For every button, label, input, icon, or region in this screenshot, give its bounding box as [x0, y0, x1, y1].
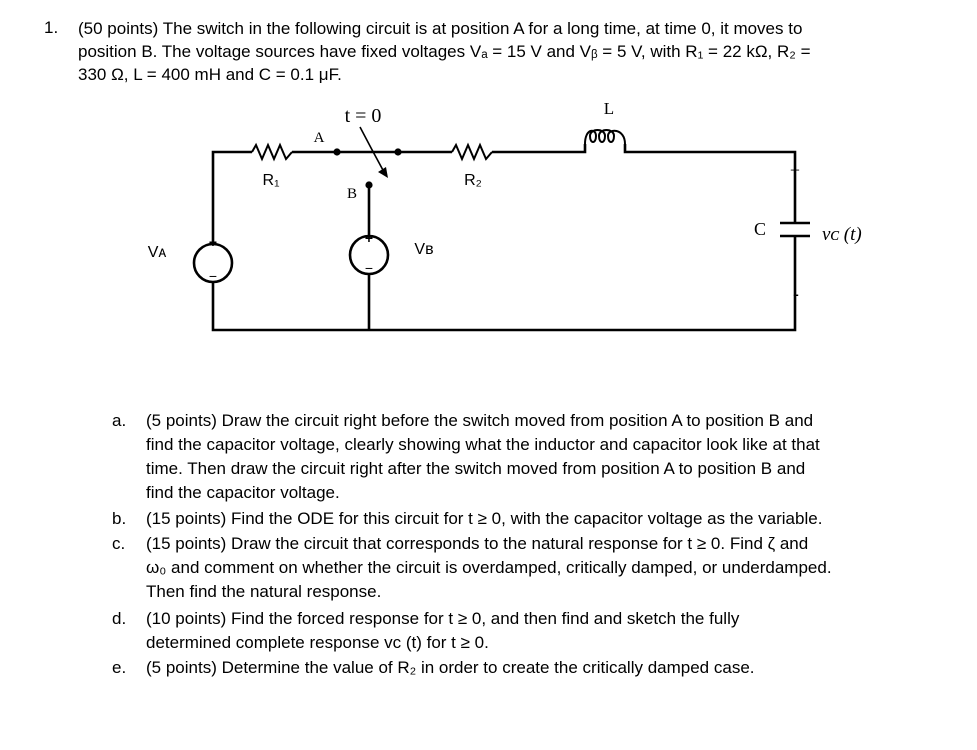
cap-voltage-label: vᴄ (t) [822, 224, 862, 245]
part-b-line: (15 points) Find the ODE for this circuit for t ≥ 0, with the capacitor voltage as the variable. [146, 509, 823, 528]
part-a-line: (5 points) Draw the circuit right before the switch moved from position A to position B and [146, 411, 814, 430]
part-c-label: c. [112, 534, 126, 553]
vb-minus-sign: − [364, 260, 374, 276]
capacitor [780, 223, 810, 236]
question-line-1: (50 points) The switch in the following circuit is at position A for a long time, at time 0, it moves to [78, 19, 803, 38]
cap-plus-label: + [789, 160, 801, 180]
inductor-coil [585, 130, 625, 144]
r2-label: R₂ [464, 172, 482, 189]
switch-time-label: t = 0 [344, 105, 382, 127]
va-label: Vᴀ [147, 244, 167, 261]
switch [333, 127, 401, 189]
part-c-line: Then find the natural response. [146, 582, 382, 601]
part-c-line: (15 points) Draw the circuit that corresponds to the natural response for t ≥ 0. Find ζ and [146, 534, 809, 553]
inductor-label: L [603, 99, 615, 118]
part-d-label: d. [112, 609, 127, 628]
part-a-label: a. [112, 411, 127, 430]
r1-label: R₁ [262, 172, 280, 189]
part-d-line: determined complete response vᴄ (t) for t ≥ 0. [146, 633, 489, 652]
circuit-diagram [0, 95, 977, 435]
vb-label: Vʙ [414, 241, 434, 258]
va-minus-sign: − [208, 268, 218, 284]
vb-plus-sign: + [364, 230, 374, 246]
part-a-line: time. Then draw the circuit right after the switch moved from position A to position B and [146, 459, 806, 478]
question-line-3: 330 Ω, L = 400 mH and C = 0.1 μF. [78, 65, 342, 84]
part-e-line: (5 points) Determine the value of R₂ in order to create the critically damped case. [146, 658, 755, 677]
r2-resistor [452, 145, 492, 159]
part-d-line: (10 points) Find the forced response for t ≥ 0, and then find and sketch the fully [146, 609, 740, 628]
question-number: 1. [44, 18, 59, 37]
question-line-2: position B. The voltage sources have fixed voltages Vₐ = 15 V and Vᵦ = 5 V, with R₁ = 22 kΩ, R₂ = [78, 42, 811, 61]
r1-resistor [252, 145, 292, 159]
va-plus-sign: + [208, 234, 218, 250]
capacitor-label: C [753, 219, 767, 239]
wires [213, 144, 795, 330]
part-e-label: e. [112, 658, 127, 677]
cap-minus-label: - [793, 284, 799, 304]
part-c-line: ω₀ and comment on whether the circuit is overdamped, critically damped, or underdamped. [146, 558, 832, 577]
va-source [194, 234, 232, 284]
position-b-label: B [346, 186, 358, 202]
part-b-label: b. [112, 509, 127, 528]
vb-source [350, 230, 388, 276]
position-a-label: A [313, 130, 325, 146]
part-a-line: find the capacitor voltage. [146, 483, 340, 502]
part-a-line: find the capacitor voltage, clearly showing what the inductor and capacitor look like at that [146, 435, 820, 454]
